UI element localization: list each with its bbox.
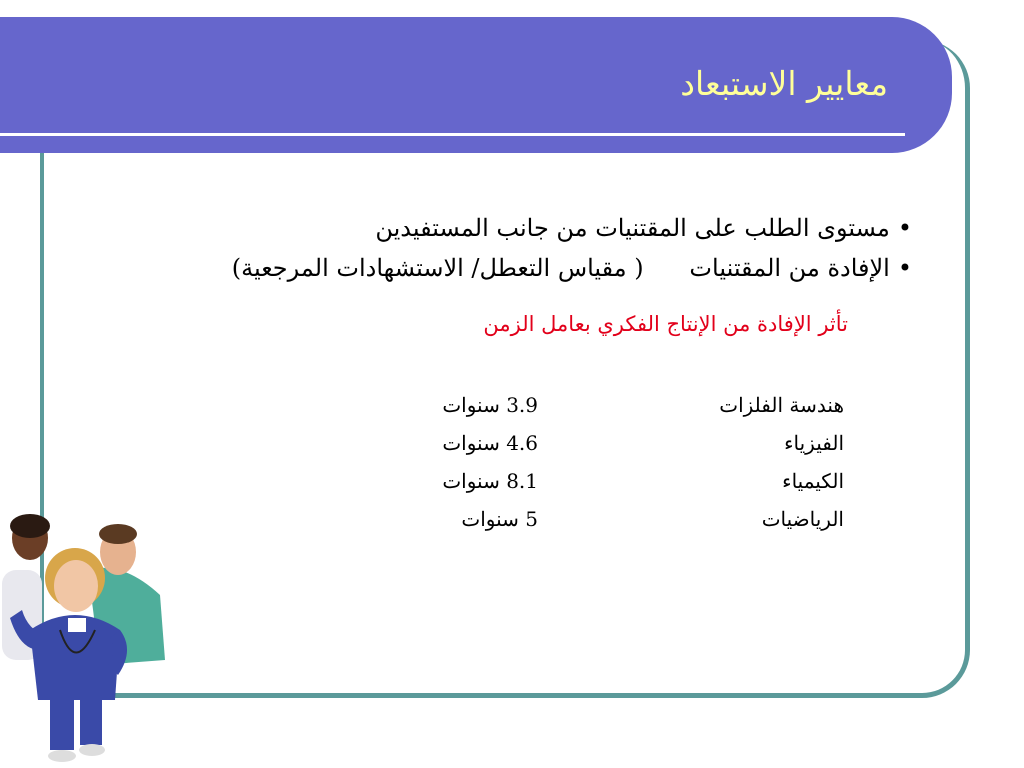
medical-staff-image: [0, 500, 175, 768]
table-row: [442, 462, 844, 500]
field-name: الرياضيات: [761, 507, 844, 531]
bullet-list: [232, 208, 912, 288]
half-life-table: [442, 386, 844, 538]
field-value: 3.9 سنوات: [442, 393, 538, 417]
field-name: هندسة الفلزات: [719, 393, 844, 417]
field-name: الكيمياء: [782, 469, 844, 493]
bullet-marker: •: [897, 214, 912, 242]
section-subtitle: تأثر الإفادة من الإنتاج الفكري بعامل الزمن: [483, 312, 848, 336]
slide-title: معايير الاستبعاد: [680, 64, 888, 103]
bullet-item: [232, 248, 912, 288]
bullet-item: [232, 208, 912, 248]
bullet-text: الإفادة من المقتنيات ( مقياس التعطل/ الاستشهادات المرجعية): [231, 254, 890, 282]
field-value: 8.1 سنوات: [442, 469, 538, 493]
field-name: الفيزياء: [784, 431, 844, 455]
field-value: 4.6 سنوات: [442, 431, 538, 455]
table-row: [442, 386, 844, 424]
bullet-marker: •: [897, 254, 912, 282]
bullet-text: مستوى الطلب على المقتنيات من جانب المستفيدين: [375, 214, 890, 242]
field-value: 5 سنوات: [461, 507, 538, 531]
title-divider: [0, 133, 905, 136]
table-row: [442, 500, 844, 538]
table-row: [442, 424, 844, 462]
